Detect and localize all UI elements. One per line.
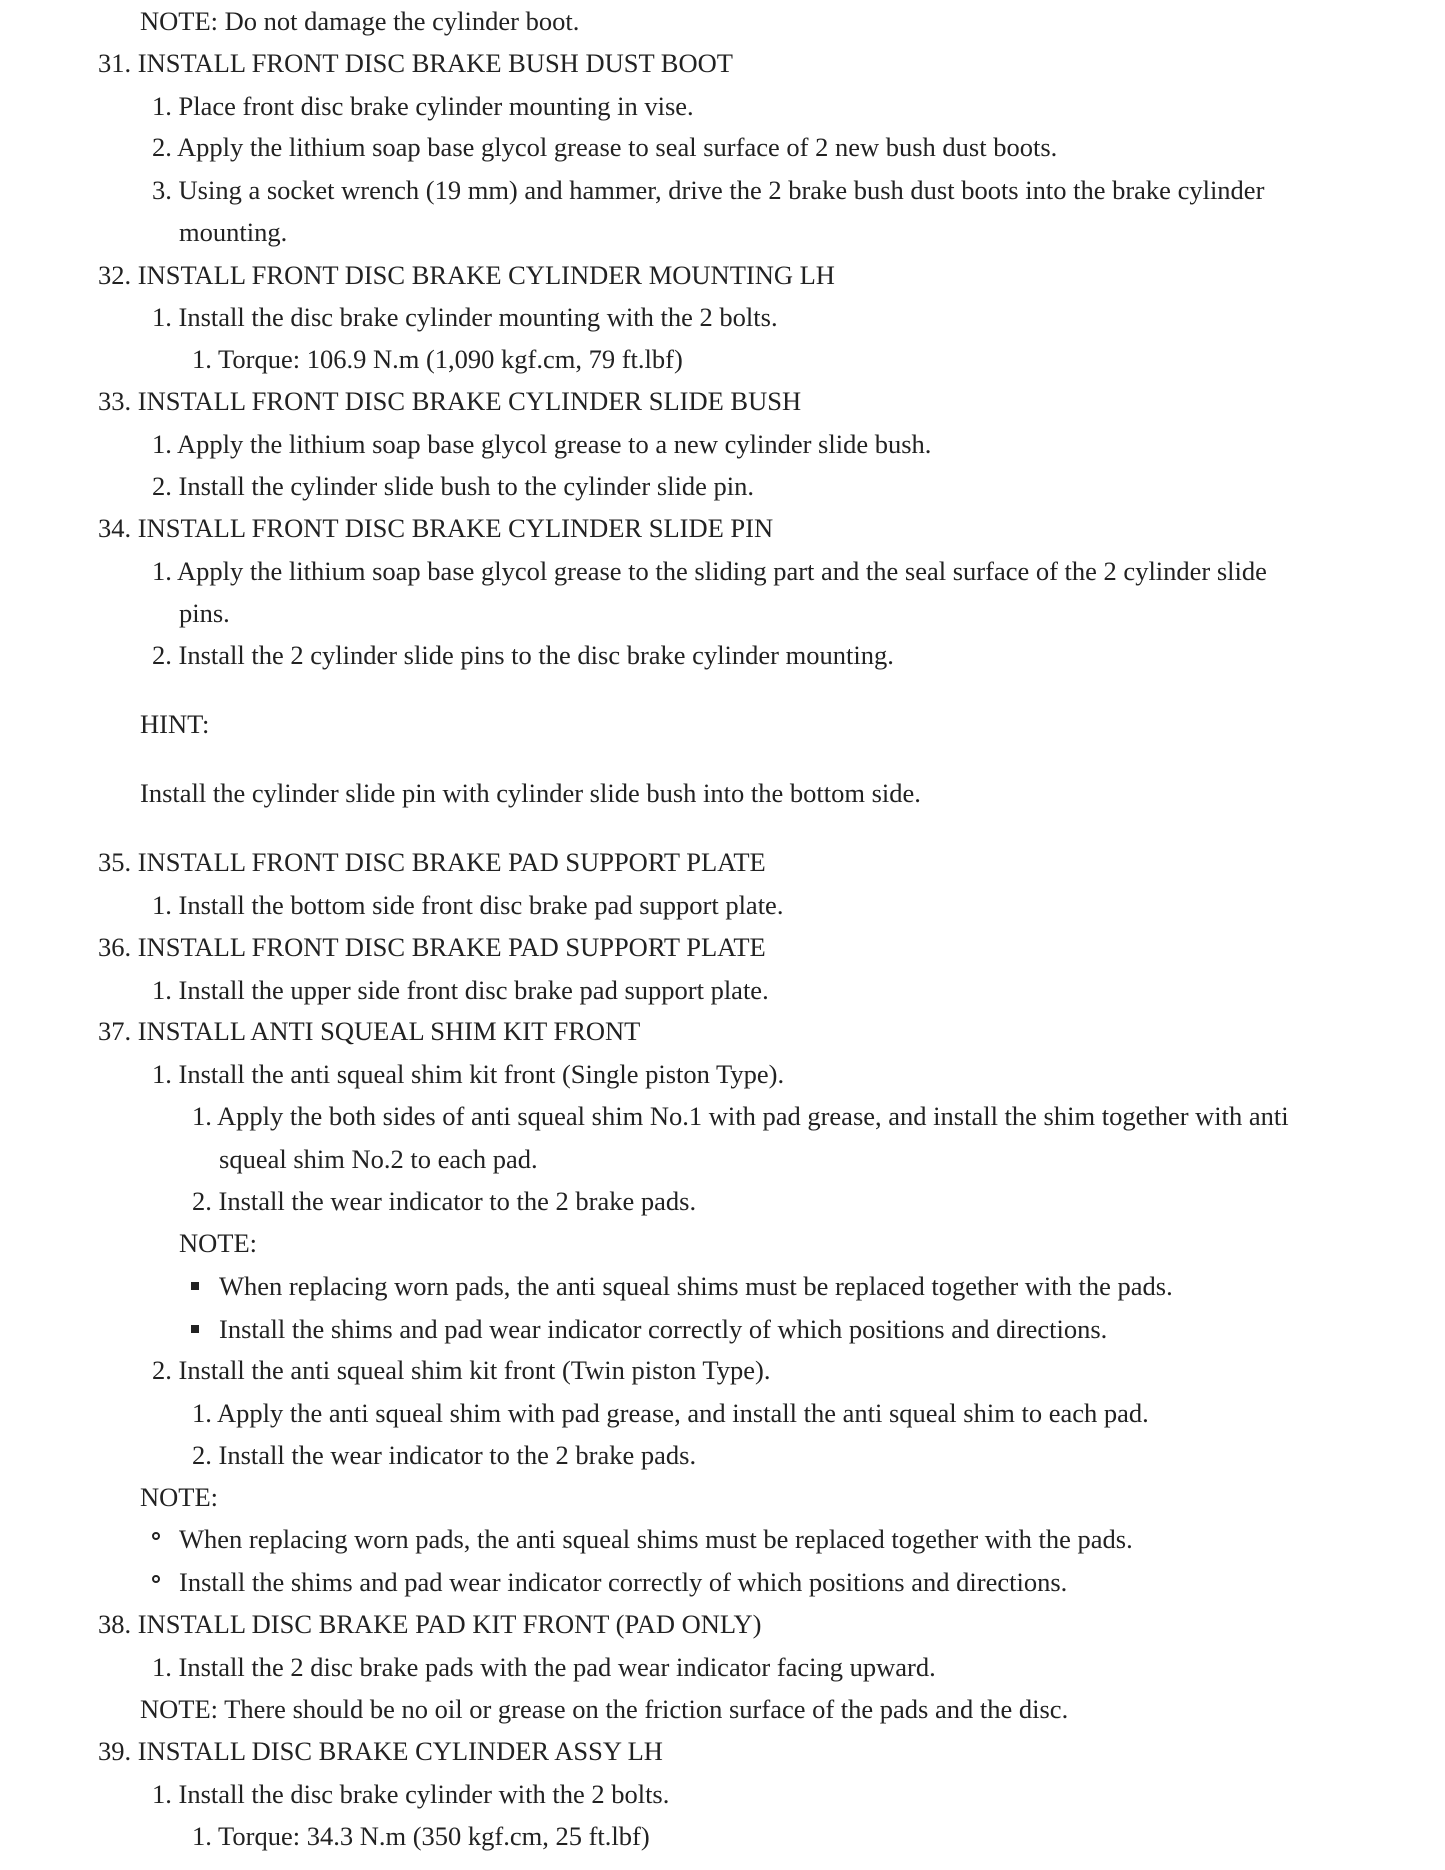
sub-list-item: 1. Torque: 34.3 N.m (350 kgf.cm, 25 ft.lbf) (192, 1821, 650, 1851)
note-bullet-text: Install the shims and pad wear indicator correctly of which positions and directions. (219, 1314, 1108, 1344)
step-number: 35. (98, 847, 132, 877)
step-32-heading (98, 254, 835, 296)
hint-label: HINT: (140, 709, 210, 739)
note-label: NOTE: (179, 1228, 258, 1258)
step-title: INSTALL FRONT DISC BRAKE PAD SUPPORT PLATE (137, 932, 766, 962)
list-item: 1. Install the bottom side front disc brake pad support plate. (152, 890, 784, 920)
step-39-heading (98, 1730, 663, 1772)
step-title: INSTALL FRONT DISC BRAKE BUSH DUST BOOT (137, 48, 733, 78)
hint-text: Install the cylinder slide pin with cylinder slide bush into the bottom side. (140, 778, 921, 808)
sub-list-item: 1. Apply the anti squeal shim with pad grease, and install the anti squeal shim to each pad. (192, 1398, 1149, 1428)
list-item: 1. Install the disc brake cylinder mounting with the 2 bolts. (152, 302, 778, 332)
intro-note: NOTE: Do not damage the cylinder boot. (140, 6, 580, 36)
list-item: 1. Install the upper side front disc brake pad support plate. (152, 975, 769, 1005)
sub-list-item: 2. Install the wear indicator to the 2 brake pads. (192, 1186, 697, 1216)
sub-list-item: 2. Install the wear indicator to the 2 brake pads. (192, 1440, 697, 1470)
list-item: 2. Install the 2 cylinder slide pins to the disc brake cylinder mounting. (152, 640, 894, 670)
step-title: INSTALL FRONT DISC BRAKE PAD SUPPORT PLATE (137, 847, 766, 877)
step-title: INSTALL DISC BRAKE CYLINDER ASSY LH (137, 1736, 663, 1766)
step-title: INSTALL ANTI SQUEAL SHIM KIT FRONT (137, 1016, 641, 1046)
step-number: 31. (98, 48, 132, 78)
step-number: 34. (98, 513, 132, 543)
note-bullet-text: When replacing worn pads, the anti squeal shims must be replaced together with the pads. (179, 1524, 1133, 1554)
step-31-heading (98, 42, 733, 84)
step-35-heading (98, 841, 766, 883)
list-item: 1. Apply the lithium soap base glycol grease to a new cylinder slide bush. (152, 429, 932, 459)
step-number: 38. (98, 1609, 132, 1639)
circle-bullet-icon (152, 1575, 160, 1583)
step-36-heading (98, 926, 766, 968)
note-bullet-text: When replacing worn pads, the anti squeal shims must be replaced together with the pads. (219, 1271, 1173, 1301)
step-number: 39. (98, 1736, 132, 1766)
circle-bullet-icon (152, 1532, 160, 1540)
list-item-continuation: pins. (179, 598, 230, 628)
note-bullet-text: Install the shims and pad wear indicator correctly of which positions and directions. (179, 1567, 1068, 1597)
note-label: NOTE: (140, 1482, 219, 1512)
step-title: INSTALL FRONT DISC BRAKE CYLINDER SLIDE PIN (137, 513, 774, 543)
list-item-continuation: mounting. (179, 217, 288, 247)
step-34-heading (98, 507, 773, 549)
step-33-heading (98, 380, 801, 422)
list-item: 1. Place front disc brake cylinder mounting in vise. (152, 91, 694, 121)
step-title: INSTALL FRONT DISC BRAKE CYLINDER MOUNTING LH (137, 260, 835, 290)
list-item: 1. Install the anti squeal shim kit front (Single piston Type). (152, 1059, 785, 1089)
list-item: 3. Using a socket wrench (19 mm) and hammer, drive the 2 brake bush dust boots into the brake cylinder (152, 175, 1265, 205)
step-number: 33. (98, 386, 132, 416)
sub-list-item-continuation: squeal shim No.2 to each pad. (219, 1144, 538, 1174)
list-item: 1. Install the disc brake cylinder with the 2 bolts. (152, 1779, 670, 1809)
step-number: 37. (98, 1016, 132, 1046)
list-item: 2. Apply the lithium soap base glycol grease to seal surface of 2 new bush dust boots. (152, 132, 1058, 162)
step-37-heading (98, 1010, 640, 1052)
list-item: 1. Install the 2 disc brake pads with the pad wear indicator facing upward. (152, 1652, 936, 1682)
list-item: 2. Install the cylinder slide bush to the cylinder slide pin. (152, 471, 755, 501)
step-title: INSTALL FRONT DISC BRAKE CYLINDER SLIDE BUSH (137, 386, 802, 416)
step-number: 36. (98, 932, 132, 962)
square-bullet-icon (191, 1325, 199, 1333)
list-item: 2. Install the anti squeal shim kit front (Twin piston Type). (152, 1355, 771, 1385)
step-38-heading (98, 1603, 761, 1645)
list-item: 1. Apply the lithium soap base glycol grease to the sliding part and the seal surface of the 2 cylinder slide (152, 556, 1267, 586)
step-title: INSTALL DISC BRAKE PAD KIT FRONT (PAD ONLY) (137, 1609, 762, 1639)
step-number: 32. (98, 260, 132, 290)
sub-list-item: 1. Apply the both sides of anti squeal shim No.1 with pad grease, and install the shim together with anti (192, 1101, 1289, 1131)
note-text: NOTE: There should be no oil or grease on the friction surface of the pads and the disc. (140, 1694, 1069, 1724)
square-bullet-icon (191, 1282, 199, 1290)
sub-list-item: 1. Torque: 106.9 N.m (1,090 kgf.cm, 79 ft.lbf) (192, 344, 683, 374)
